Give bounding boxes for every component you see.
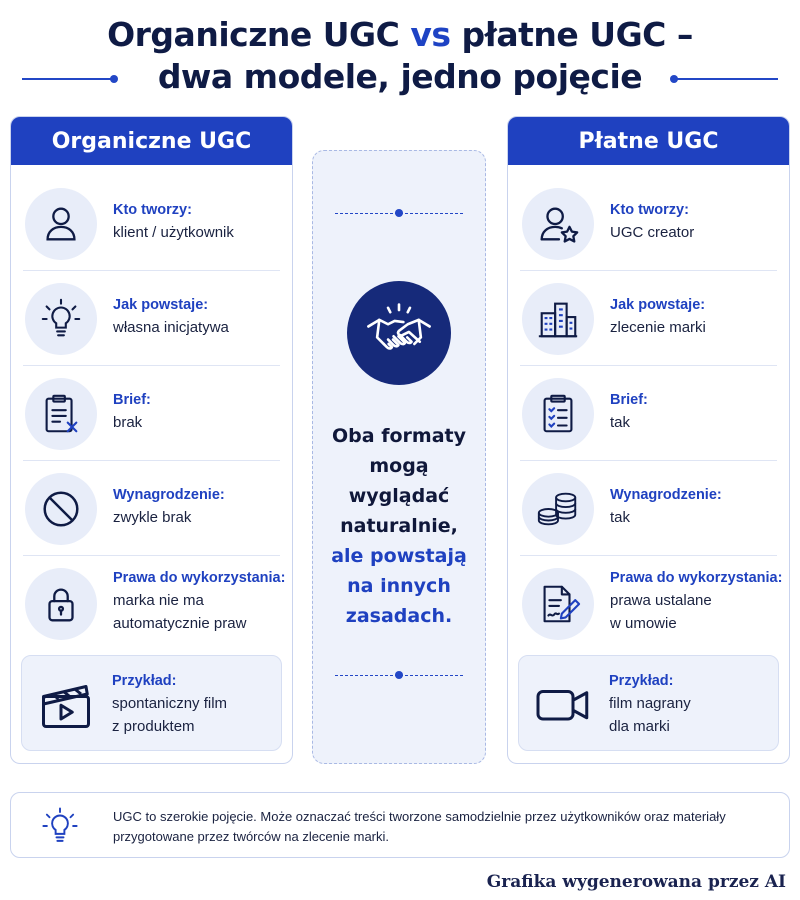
user-icon: [25, 188, 97, 260]
row-label: Brief:: [113, 392, 151, 408]
paid-row-brief: [508, 367, 789, 461]
title-line-1: [0, 14, 800, 56]
row-value: klient / użytkownik: [113, 224, 234, 241]
title-vs: vs: [410, 15, 451, 54]
paid-row-who: [508, 177, 789, 271]
center-text-highlight: ale powstają na innych zasadach.: [331, 545, 467, 627]
organic-row-rights: [11, 557, 292, 651]
row-label: Wynagrodzenie:: [113, 487, 225, 503]
page-title: [0, 14, 800, 98]
organic-example-box: [21, 655, 282, 751]
paid-row-pay: [508, 462, 789, 556]
paid-ugc-heading: Płatne UGC: [508, 117, 789, 165]
title-part-organic: Organiczne UGC: [107, 15, 411, 54]
row-value: własna inicjatywa: [113, 319, 229, 336]
row-value: film nagrany dla marki: [609, 695, 691, 735]
center-message: [317, 421, 481, 631]
clipboard-x-icon: [25, 378, 97, 450]
buildings-icon: [522, 283, 594, 355]
row-value: marka nie ma automatycznie praw: [113, 592, 247, 632]
row-label: Kto tworzy:: [610, 202, 689, 218]
row-label: Przykład:: [609, 673, 674, 689]
row-label: Prawa do wykorzystania:: [610, 570, 783, 586]
prohibited-icon: [25, 473, 97, 545]
info-note: [10, 792, 790, 858]
title-part-paid: płatne UGC –: [450, 15, 693, 54]
center-text-plain: Oba formaty mogą wyglądać naturalnie,: [332, 425, 466, 537]
row-value: brak: [113, 414, 143, 431]
paid-row-rights: [508, 557, 789, 651]
center-divider-bottom: [335, 675, 463, 676]
organic-ugc-heading: Organiczne UGC: [11, 117, 292, 165]
lightbulb-icon: [25, 283, 97, 355]
organic-row-how: [11, 272, 292, 366]
row-value: UGC creator: [610, 224, 695, 241]
title-divider-right: [674, 78, 778, 80]
title-divider-left: [22, 78, 114, 80]
row-label: Wynagrodzenie:: [610, 487, 722, 503]
row-value: zwykle brak: [113, 509, 192, 526]
row-value: zlecenie marki: [610, 319, 706, 336]
info-note-text: UGC to szerokie pojęcie. Może oznaczać treści tworzone samodzielnie przez użytkowników oraz materiały przygotowane przez twórców na zlecenie marki.: [113, 809, 726, 844]
paid-example-box: [518, 655, 779, 751]
video-camera-icon: [533, 674, 593, 734]
handshake-icon: [347, 281, 451, 385]
row-label: Jak powstaje:: [610, 297, 706, 313]
organic-ugc-panel: [10, 116, 293, 764]
row-value: tak: [610, 414, 631, 431]
paid-row-how: [508, 272, 789, 366]
row-label: Kto tworzy:: [113, 202, 192, 218]
contract-pen-icon: [522, 568, 594, 640]
clapperboard-icon: [36, 674, 96, 734]
organic-row-who: [11, 177, 292, 271]
center-divider-top: [335, 213, 463, 214]
coins-icon: [522, 473, 594, 545]
row-value: spontaniczny film z produktem: [112, 695, 228, 735]
user-star-icon: [522, 188, 594, 260]
row-label: Jak powstaje:: [113, 297, 209, 313]
paid-ugc-panel: [507, 116, 790, 764]
lightbulb-icon: [39, 805, 81, 847]
ai-credit: Grafika wygenerowana przez AI: [486, 872, 786, 892]
title-line-2: dwa modele, jedno pojęcie: [157, 57, 643, 96]
row-value: prawa ustalane w umowie: [610, 592, 712, 632]
center-summary: [312, 150, 486, 764]
row-value: tak: [610, 509, 631, 526]
lock-icon: [25, 568, 97, 640]
organic-row-brief: [11, 367, 292, 461]
row-label: Brief:: [610, 392, 648, 408]
row-label: Przykład:: [112, 673, 177, 689]
organic-row-pay: [11, 462, 292, 556]
row-label: Prawa do wykorzystania:: [113, 570, 286, 586]
clipboard-checklist-icon: [522, 378, 594, 450]
